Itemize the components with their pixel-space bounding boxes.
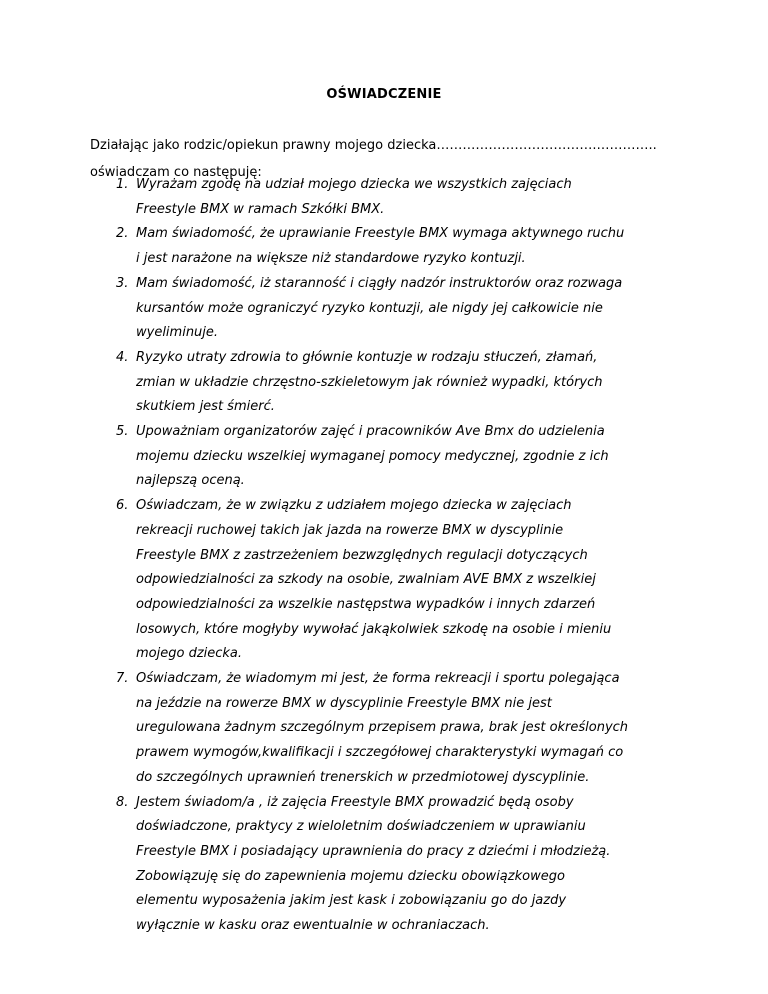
statement-line: Mam świadomość, że uprawianie Freestyle BMX wymaga aktywnego ruchu [136,226,625,242]
statement-line: doświadczone, praktycy z wieloletnim doświadczeniem w uprawianiu [136,819,586,835]
statement-line: Oświadczam, że wiadomym mi jest, że forma rekreacji i sportu polegająca [136,671,620,687]
statement-line: Freestyle BMX w ramach Szkółki BMX. [136,201,385,217]
statement-line: wyłącznie w kasku oraz ewentualnie w ochraniaczach. [136,918,490,934]
statement-line: do szczególnych uprawnień trenerskich w przedmiotowej dyscyplinie. [136,769,590,785]
document-title: OŚWIADCZENIE [326,87,442,102]
statement-number: 2. [116,226,129,242]
statement-line: Zobowiązuję się do zapewnienia mojemu dziecku obowiązkowego [136,868,565,884]
statement-item-6 [116,494,676,667]
statement-item-1 [116,173,676,222]
statement-line: Mam świadomość, iż staranność i ciągły nadzór instruktorów oraz rozwaga [136,275,623,291]
statement-number: 6. [116,498,129,514]
statement-line: odpowiedzialności za wszelkie następstwa wypadków i innych zdarzeń [136,596,596,612]
statement-line: Wyrażam zgodę na udział mojego dziecka we wszystkich zajęciach [136,177,572,192]
statement-number: 5. [116,424,129,440]
statement-line: zmian w układzie chrzęstno-szkieletowym jak również wypadki, których [136,374,603,390]
statement-line: wyeliminuje. [136,325,219,341]
statement-line: prawem wymogów,kwalifikacji i szczegółowej charakterystyki wymagań co [136,745,624,761]
statement-line: Jestem świadom/a , iż zajęcia Freestyle BMX prowadzić będą osoby [136,794,574,810]
statement-item-3 [116,272,676,346]
statement-number: 4. [116,349,129,365]
statement-item-7 [116,667,676,791]
statement-line: rekreacji ruchowej takich jak jazda na rowerze BMX w dyscyplinie [136,522,564,538]
statement-number: 8. [116,794,129,810]
statement-item-4 [116,346,676,420]
statement-number: 1. [116,177,129,192]
statement-line: Freestyle BMX z zastrzeżeniem bezwzględnych regulacji dotyczących [136,547,588,563]
statement-line: najlepszą oceną. [136,473,245,489]
statement-line: mojemu dziecku wszelkiej wymaganej pomocy medycznej, zgodnie z ich [136,448,609,464]
intro-line: oświadczam co następuję: [90,165,262,180]
statement-line: Freestyle BMX i posiadający uprawnienia do pracy z dziećmi i młodzieżą. [136,843,611,859]
statement-line: Ryzyko utraty zdrowia to głównie kontuzje w rodzaju stłuczeń, złamań, [136,349,598,365]
statement-line: i jest narażone na większe niż standardowe ryzyko kontuzji. [136,251,526,267]
statement-item-8 [116,791,676,939]
statement-line: kursantów może ograniczyć ryzyko kontuzji, ale nigdy jej całkowicie nie [136,300,603,316]
statement-number: 7. [116,671,129,687]
statement-line: Upoważniam organizatorów zajęć i pracowników Ave Bmx do udzielenia [136,424,605,440]
statement-line: na jeździe na rowerze BMX w dyscyplinie Freestyle BMX nie jest [136,695,552,711]
statement-line: skutkiem jest śmierć. [136,399,275,415]
statement-list [116,173,676,939]
statement-number: 3. [116,275,129,291]
statement-line: elementu wyposażenia jakim jest kask i zobowiązaniu go do jazdy [136,893,567,909]
statement-line: losowych, które mogłyby wywołać jakąkolwiek szkodę na osobie i mieniu [136,621,612,637]
statement-line: uregulowana żadnym szczególnym przepisem prawa, brak jest określonych [136,720,629,736]
statement-line: Oświadczam, że w związku z udziałem mojego dziecka w zajęciach [136,498,572,514]
intro-line: Działając jako rodzic/opiekun prawny mojego dziecka……………………………….………….. [90,138,657,153]
statement-item-2 [116,222,676,271]
statement-line: mojego dziecka. [136,646,243,662]
statement-item-5 [116,420,676,494]
statement-line: odpowiedzialności za szkody na osobie, zwalniam AVE BMX z wszelkiej [136,572,596,588]
